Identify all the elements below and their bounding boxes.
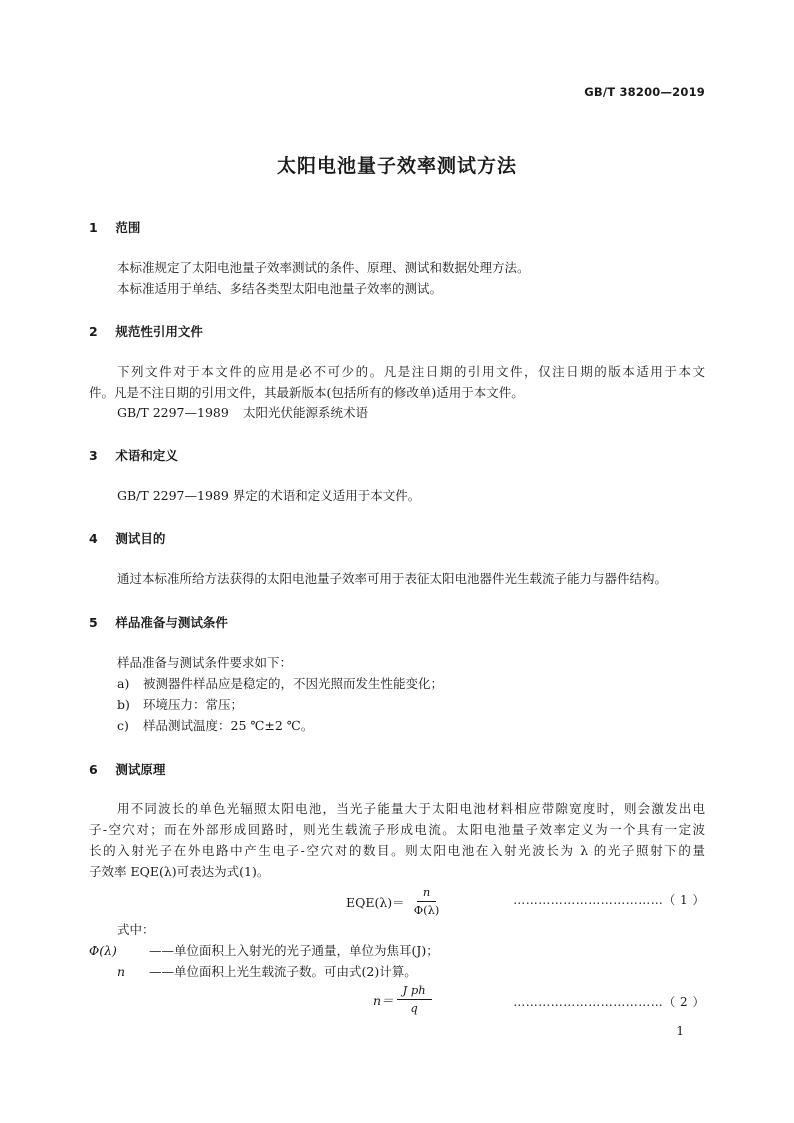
section-number: 3 <box>89 448 98 463</box>
paragraph: 本标准规定了太阳电池量子效率测试的条件、原理、测试和数据处理方法。 <box>117 260 530 275</box>
paragraph: 样品准备与测试条件要求如下： <box>117 655 293 670</box>
section-number: 5 <box>89 615 98 630</box>
section-heading-4 <box>89 529 165 547</box>
paragraph-line: 用不同波长的单色光辐照太阳电池，当光子能量大于太阳电池材料相应带隙宽度时，则会激发出电 <box>117 801 705 816</box>
equation-number-2: ………………………………（ 2 ） <box>513 995 705 1009</box>
paragraph-line: 件。凡是不注日期的引用文件，其最新版本(包括所有的修改单)适用于本文件。 <box>89 385 524 400</box>
where-label: 式中： <box>117 922 155 937</box>
section-heading-1 <box>89 218 140 236</box>
fraction-numerator: n <box>417 886 436 902</box>
section-number: 6 <box>89 762 98 777</box>
formula-2 <box>373 984 432 1015</box>
section-title: 测试目的 <box>115 531 166 546</box>
section-title: 术语和定义 <box>115 448 178 463</box>
paragraph-line: 下列文件对于本文件的应用是必不可少的。凡是注日期的引用文件，仅注日期的版本适用于本文 <box>117 364 705 379</box>
list-marker: a) <box>117 676 130 691</box>
paragraph <box>89 798 705 882</box>
section-title: 测试原理 <box>115 762 166 777</box>
formula-lhs: EQE(λ)＝ <box>346 894 405 910</box>
section-number: 1 <box>89 220 98 235</box>
variable-definition <box>117 962 417 982</box>
equation-number-1: ………………………………（ 1 ） <box>513 893 705 907</box>
variable-symbol: Φ(λ) <box>89 943 117 958</box>
fraction-denominator: Φ(λ) <box>413 903 440 917</box>
paragraph: 通过本标准所给方法获得的太阳电池量子效率可用于表征太阳电池器件光生载流子能力与器件结构。 <box>117 571 668 586</box>
list-marker: b) <box>117 697 130 712</box>
page-number: 1 <box>676 1024 684 1038</box>
paragraph-line: 长的入射光子在外电路中产生电子-空穴对的数目。则太阳电池在入射光波长为 λ 的光子照射下的量 <box>89 843 705 858</box>
formula-1 <box>346 886 445 917</box>
paragraph-line: 子-空穴对；而在外部形成回路时，则光生载流子形成电流。太阳电池量子效率定义为一个具有一定波 <box>89 822 705 837</box>
section-heading-2 <box>89 322 203 340</box>
section-title: 样品准备与测试条件 <box>115 615 228 630</box>
fraction-numerator: J ph <box>397 984 432 1000</box>
normative-reference <box>117 403 733 423</box>
paragraph <box>89 361 705 403</box>
fraction-denominator: q <box>410 1001 418 1015</box>
section-title: 规范性引用文件 <box>115 324 203 339</box>
list-text: 样品测试温度：25 ℃±2 ℃。 <box>143 718 314 733</box>
reference-code: GB/T 2297—1989 <box>117 405 229 420</box>
variable-definition <box>89 941 439 961</box>
section-number: 4 <box>89 531 98 546</box>
section-heading-5 <box>89 613 228 631</box>
section-number: 2 <box>89 324 98 339</box>
formula-lhs: n＝ <box>373 992 394 1008</box>
list-item <box>117 716 733 736</box>
section-heading-6 <box>89 760 165 778</box>
document-title: 太阳电池量子效率测试方法 <box>276 155 517 177</box>
list-item <box>117 695 733 715</box>
paragraph: 本标准适用于单结、多结各类型太阳电池量子效率的测试。 <box>117 281 443 296</box>
variable-symbol: n <box>117 964 126 979</box>
list-marker: c) <box>117 718 129 733</box>
fraction <box>397 984 432 1015</box>
list-item <box>117 674 733 694</box>
list-text: 被测器件样品应是稳定的，不因光照而发生性能变化； <box>143 676 444 691</box>
variable-description: ——单位面积上光生载流子数。可由式(2)计算。 <box>149 964 417 979</box>
standard-code: GB/T 38200—2019 <box>584 85 705 99</box>
section-title: 范围 <box>115 220 141 235</box>
section-heading-3 <box>89 446 178 464</box>
fraction <box>408 886 446 917</box>
paragraph: GB/T 2297—1989 界定的术语和定义适用于本文件。 <box>117 488 421 503</box>
variable-description: ——单位面积上入射光的光子通量，单位为焦耳(J)； <box>149 943 439 958</box>
reference-title: 太阳光伏能源系统术语 <box>243 405 369 420</box>
list-text: 环境压力：常压； <box>143 697 244 712</box>
paragraph-line: 子效率 EQE(λ)可表达为式(1)。 <box>89 864 270 879</box>
